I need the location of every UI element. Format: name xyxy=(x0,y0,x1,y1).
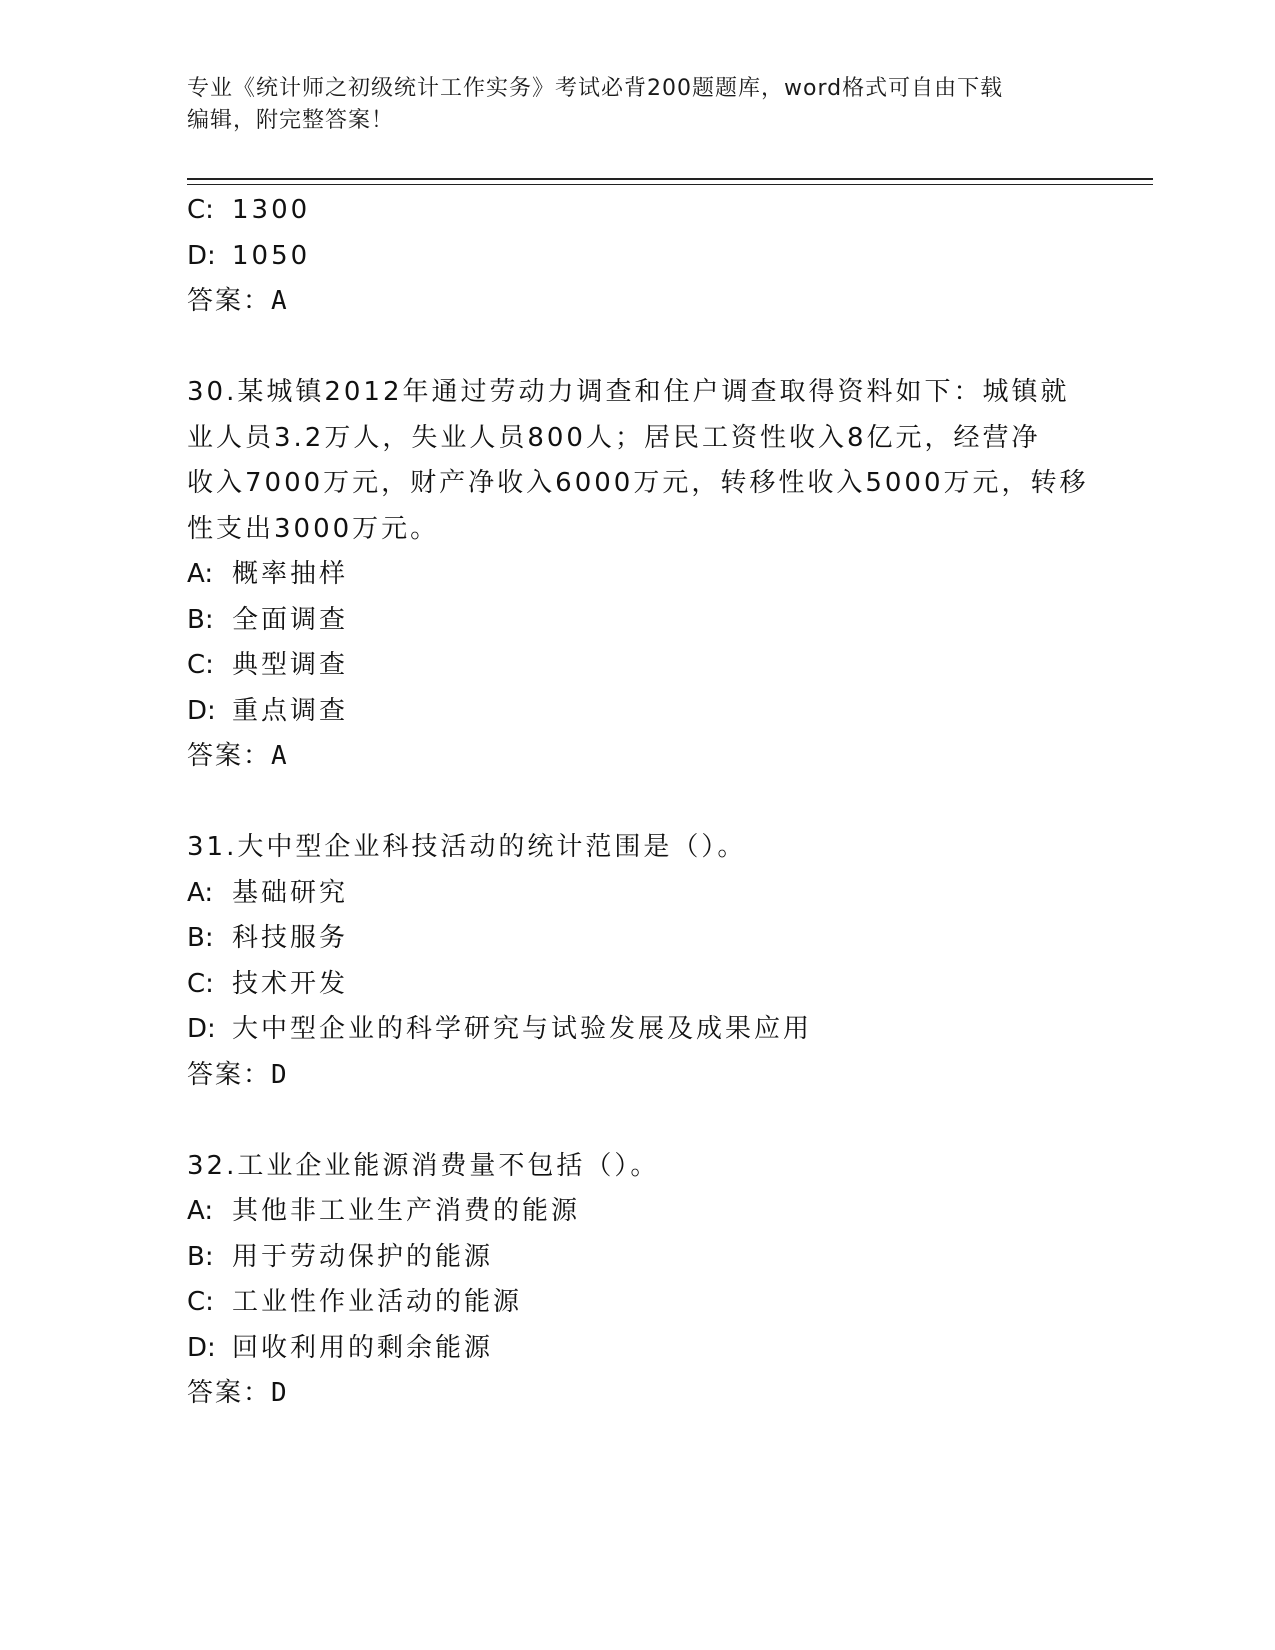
option-label: D: xyxy=(187,1332,216,1363)
question-31 xyxy=(187,825,1087,1098)
option-d xyxy=(187,689,1087,735)
option-c xyxy=(187,643,1087,689)
option-a xyxy=(187,552,1087,598)
option-text: 科技服务 xyxy=(232,923,349,953)
option-label: A: xyxy=(187,877,214,908)
answer-value: A xyxy=(271,286,287,316)
answer-line xyxy=(187,1053,1087,1099)
answer-label: 答案： xyxy=(187,1059,272,1090)
option-b xyxy=(187,598,1087,644)
document-header xyxy=(187,73,1087,137)
spacer xyxy=(187,1098,1087,1144)
option-text: 基础研究 xyxy=(232,877,349,908)
question-title: 31.大中型企业科技活动的统计范围是（）。 xyxy=(187,832,747,862)
answer-value: D xyxy=(271,1378,287,1408)
header-divider-thick xyxy=(187,178,1153,180)
question-title: 32.工业企业能源消费量不包括（）。 xyxy=(187,1150,660,1181)
question-text-line: 30.某城镇2012年通过劳动力调查和住户调查取得资料如下：城镇就 xyxy=(187,377,1070,407)
option-text: 大中型企业的科学研究与试验发展及成果应用 xyxy=(232,1014,813,1044)
option-c xyxy=(187,1280,1087,1326)
option-label: C: xyxy=(187,968,214,999)
option-text: 典型调查 xyxy=(232,650,349,680)
question-30 xyxy=(187,370,1087,780)
option-d xyxy=(187,234,1087,280)
option-text: 其他非工业生产消费的能源 xyxy=(232,1196,581,1226)
option-text: 用于劳动保护的能源 xyxy=(232,1241,494,1272)
header-line-2: 编辑，附完整答案！ xyxy=(187,108,395,133)
header-line-1: 专业《统计师之初级统计工作实务》考试必背200题题库，word格式可自由下载 xyxy=(187,76,1004,101)
answer-label: 答案： xyxy=(187,741,272,771)
option-label: A: xyxy=(187,1196,214,1226)
answer-label: 答案： xyxy=(187,286,272,316)
answer-line xyxy=(187,279,1087,325)
option-text: 概率抽样 xyxy=(232,559,349,589)
option-label: C: xyxy=(187,1287,214,1317)
answer-line xyxy=(187,734,1087,780)
header-divider-thin xyxy=(187,184,1153,185)
option-c xyxy=(187,188,1087,234)
option-text: 技术开发 xyxy=(232,968,349,999)
option-label: C: xyxy=(187,650,214,680)
question-29 xyxy=(187,188,1087,325)
option-label: A: xyxy=(187,559,214,589)
option-text: 回收利用的剩余能源 xyxy=(232,1332,494,1363)
option-b xyxy=(187,916,1087,962)
option-b xyxy=(187,1235,1087,1281)
option-label: B: xyxy=(187,923,214,953)
option-a xyxy=(187,871,1087,917)
answer-line xyxy=(187,1371,1087,1417)
option-text: 1300 xyxy=(232,195,311,225)
option-d xyxy=(187,1326,1087,1372)
option-text: 1050 xyxy=(232,240,311,271)
option-text: 全面调查 xyxy=(232,604,349,635)
question-text-line: 业人员3.2万人，失业人员800人；居民工资性收入8亿元，经营净 xyxy=(187,422,1041,453)
option-label: B: xyxy=(187,1241,214,1272)
option-label: C: xyxy=(187,195,214,225)
question-32 xyxy=(187,1144,1087,1417)
question-list xyxy=(187,188,1087,1417)
option-a xyxy=(187,1189,1087,1235)
spacer xyxy=(187,325,1087,371)
option-c xyxy=(187,962,1087,1008)
option-d xyxy=(187,1007,1087,1053)
answer-value: A xyxy=(271,741,287,771)
option-label: B: xyxy=(187,604,214,635)
question-text-line: 收入7000万元，财产净收入6000万元，转移性收入5000万元，转移 xyxy=(187,468,1089,498)
option-label: D: xyxy=(187,240,216,271)
answer-value: D xyxy=(271,1059,287,1090)
option-text: 重点调查 xyxy=(232,695,349,726)
spacer xyxy=(187,780,1087,826)
option-label: D: xyxy=(187,1014,216,1044)
question-text-line: 性支出3000万元。 xyxy=(187,513,440,544)
answer-label: 答案： xyxy=(187,1378,272,1408)
option-text: 工业性作业活动的能源 xyxy=(232,1287,523,1317)
option-label: D: xyxy=(187,695,216,726)
